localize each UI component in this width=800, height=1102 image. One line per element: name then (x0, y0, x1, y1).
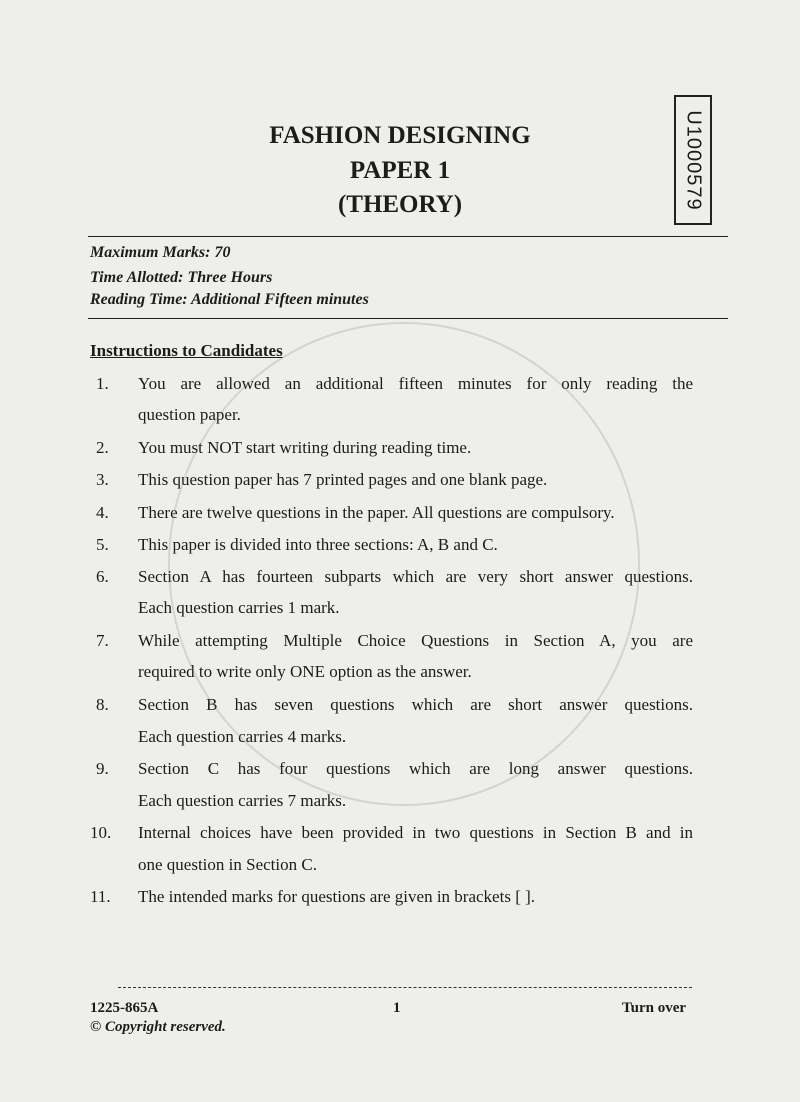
instruction-line: While attempting Multiple Choice Questions in Section A, you are (138, 631, 693, 650)
instruction-line: required to write only ONE option as the answer. (138, 662, 472, 681)
item-number: 8. (96, 695, 109, 714)
reading-time: Reading Time: Additional Fifteen minutes (90, 291, 369, 308)
instruction-line: question paper. (138, 405, 241, 424)
item-number: 9. (96, 759, 109, 778)
instruction-line: Section B has seven questions which are short answer questions. (138, 695, 693, 714)
paper-title: FASHION DESIGNING (269, 122, 531, 149)
divider-top (88, 236, 728, 237)
time-allotted: Time Allotted: Three Hours (90, 269, 273, 286)
footer-divider (118, 987, 692, 988)
item-number: 7. (96, 631, 109, 650)
item-number: 11. (90, 887, 111, 906)
turn-over-label: Turn over (622, 1000, 687, 1016)
instruction-line: Each question carries 4 marks. (138, 727, 347, 746)
item-number: 3. (96, 470, 109, 489)
item-number: 1. (96, 374, 109, 393)
instruction-line: Section C has four questions which are long answer questions. (138, 759, 693, 778)
divider-middle (88, 318, 728, 319)
instruction-line: The intended marks for questions are given in brackets [ ]. (138, 887, 536, 906)
instruction-line: Each question carries 1 mark. (138, 598, 340, 617)
instruction-line: Each question carries 7 marks. (138, 791, 347, 810)
instruction-line: This question paper has 7 printed pages and one blank page. (138, 470, 548, 489)
paper-code-box (674, 95, 712, 225)
instructions-heading: Instructions to Candidates (90, 341, 283, 360)
footer-paper-code: 1225-865A (90, 1000, 159, 1016)
item-number: 5. (96, 535, 109, 554)
page-number: 1 (393, 1000, 401, 1016)
paper-type: (THEORY) (337, 191, 463, 218)
item-number: 10. (90, 823, 112, 842)
item-number: 6. (96, 567, 109, 586)
maximum-marks: Maximum Marks: 70 (90, 244, 231, 261)
copyright-notice: © Copyright reserved. (90, 1019, 226, 1035)
instruction-line: This paper is divided into three sections: A, B and C. (138, 535, 498, 554)
paper-code: U1000579 (682, 109, 705, 211)
instruction-line: You must NOT start writing during reading time. (138, 438, 472, 457)
instruction-line: You are allowed an additional fifteen minutes for only reading the (138, 374, 693, 393)
paper-number: PAPER 1 (349, 157, 451, 184)
instruction-line: Section A has fourteen subparts which are very short answer questions. (138, 567, 693, 586)
instruction-line: There are twelve questions in the paper. All questions are compulsory. (138, 503, 615, 522)
instruction-line: Internal choices have been provided in two questions in Section B and in (138, 823, 693, 842)
item-number: 2. (96, 438, 109, 457)
instruction-line: one question in Section C. (138, 855, 317, 874)
item-number: 4. (96, 503, 109, 522)
